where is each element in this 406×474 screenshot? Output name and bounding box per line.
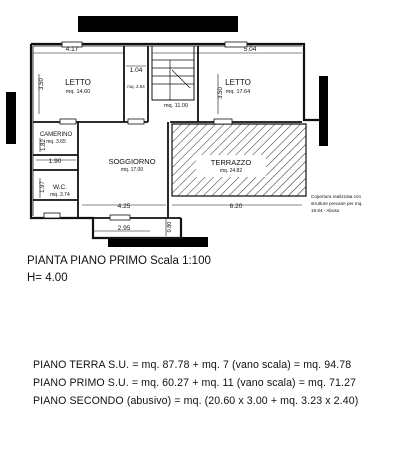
dim-camerino-width: 1.90 [48,158,62,165]
room-letto-right-area: mq. 17.64 [225,89,251,95]
room-letto-left-area: mq. 14.60 [65,89,91,95]
room-terrazzo-name: TERRAZZO [210,158,252,167]
room-soggiorno-area: mq. 17.00 [120,167,144,173]
room-stair-area: mq. 11.00 [163,103,189,109]
abuse-note-line-3: 19.84 - Abuso [311,208,340,213]
plan-caption-height: H= 4.00 [27,272,68,284]
abuse-note-line-2: strutture precarie per mq. [311,201,363,206]
redaction-right [319,76,328,146]
dim-bottom-projection: 2.95 [117,225,131,232]
summary-piano-terra: PIANO TERRA S.U. = mq. 87.78 + mq. 7 (vano scala) = mq. 94.78 [33,359,352,371]
abuse-note-line-1: Copertura realizzata con [311,194,362,199]
room-letto-left-name: LETTO [65,78,91,87]
redaction-left [6,92,16,144]
dim-wc-depth: 1.97 [40,181,46,193]
dim-top-left: 4.17 [65,46,79,53]
room-corridor-area: mq. 2.64 [127,84,145,89]
dim-terrazzo-width: 6.20 [229,203,243,210]
room-terrazzo-area: mq. 24.82 [219,168,243,174]
dim-top-right: 5.04 [243,46,257,53]
dim-right-letto-depth: 3.50 [218,87,224,99]
dim-projection-depth: 0.80 [167,221,173,233]
summary-piano-secondo: PIANO SECONDO (abusivo) = mq. (20.60 x 3.00 + mq. 3.23 x 2.40) [33,395,359,407]
summary-piano-primo: PIANO PRIMO S.U. = mq. 60.27 + mq. 11 (vano scala) = mq. 71.27 [33,377,357,389]
room-letto-right-name: LETTO [225,78,251,87]
dim-soggiorno-width: 4.25 [117,203,131,210]
dim-left-letto-depth: 3.50 [39,78,45,90]
dim-corridor-width: 1.04 [129,67,143,74]
room-camerino-area: mq. 3.65 [46,139,66,145]
redaction-top [78,16,238,32]
dim-camerino-depth: 1.82 [41,139,47,151]
room-soggiorno-name: SOGGIORNO [108,157,156,166]
room-camerino-name: CAMERINO [39,132,73,138]
plan-caption-title: PIANTA PIANO PRIMO Scala 1:100 [27,255,211,267]
room-wc-name: W.C. [52,184,68,191]
room-wc-area: mq. 3.74 [50,192,70,198]
